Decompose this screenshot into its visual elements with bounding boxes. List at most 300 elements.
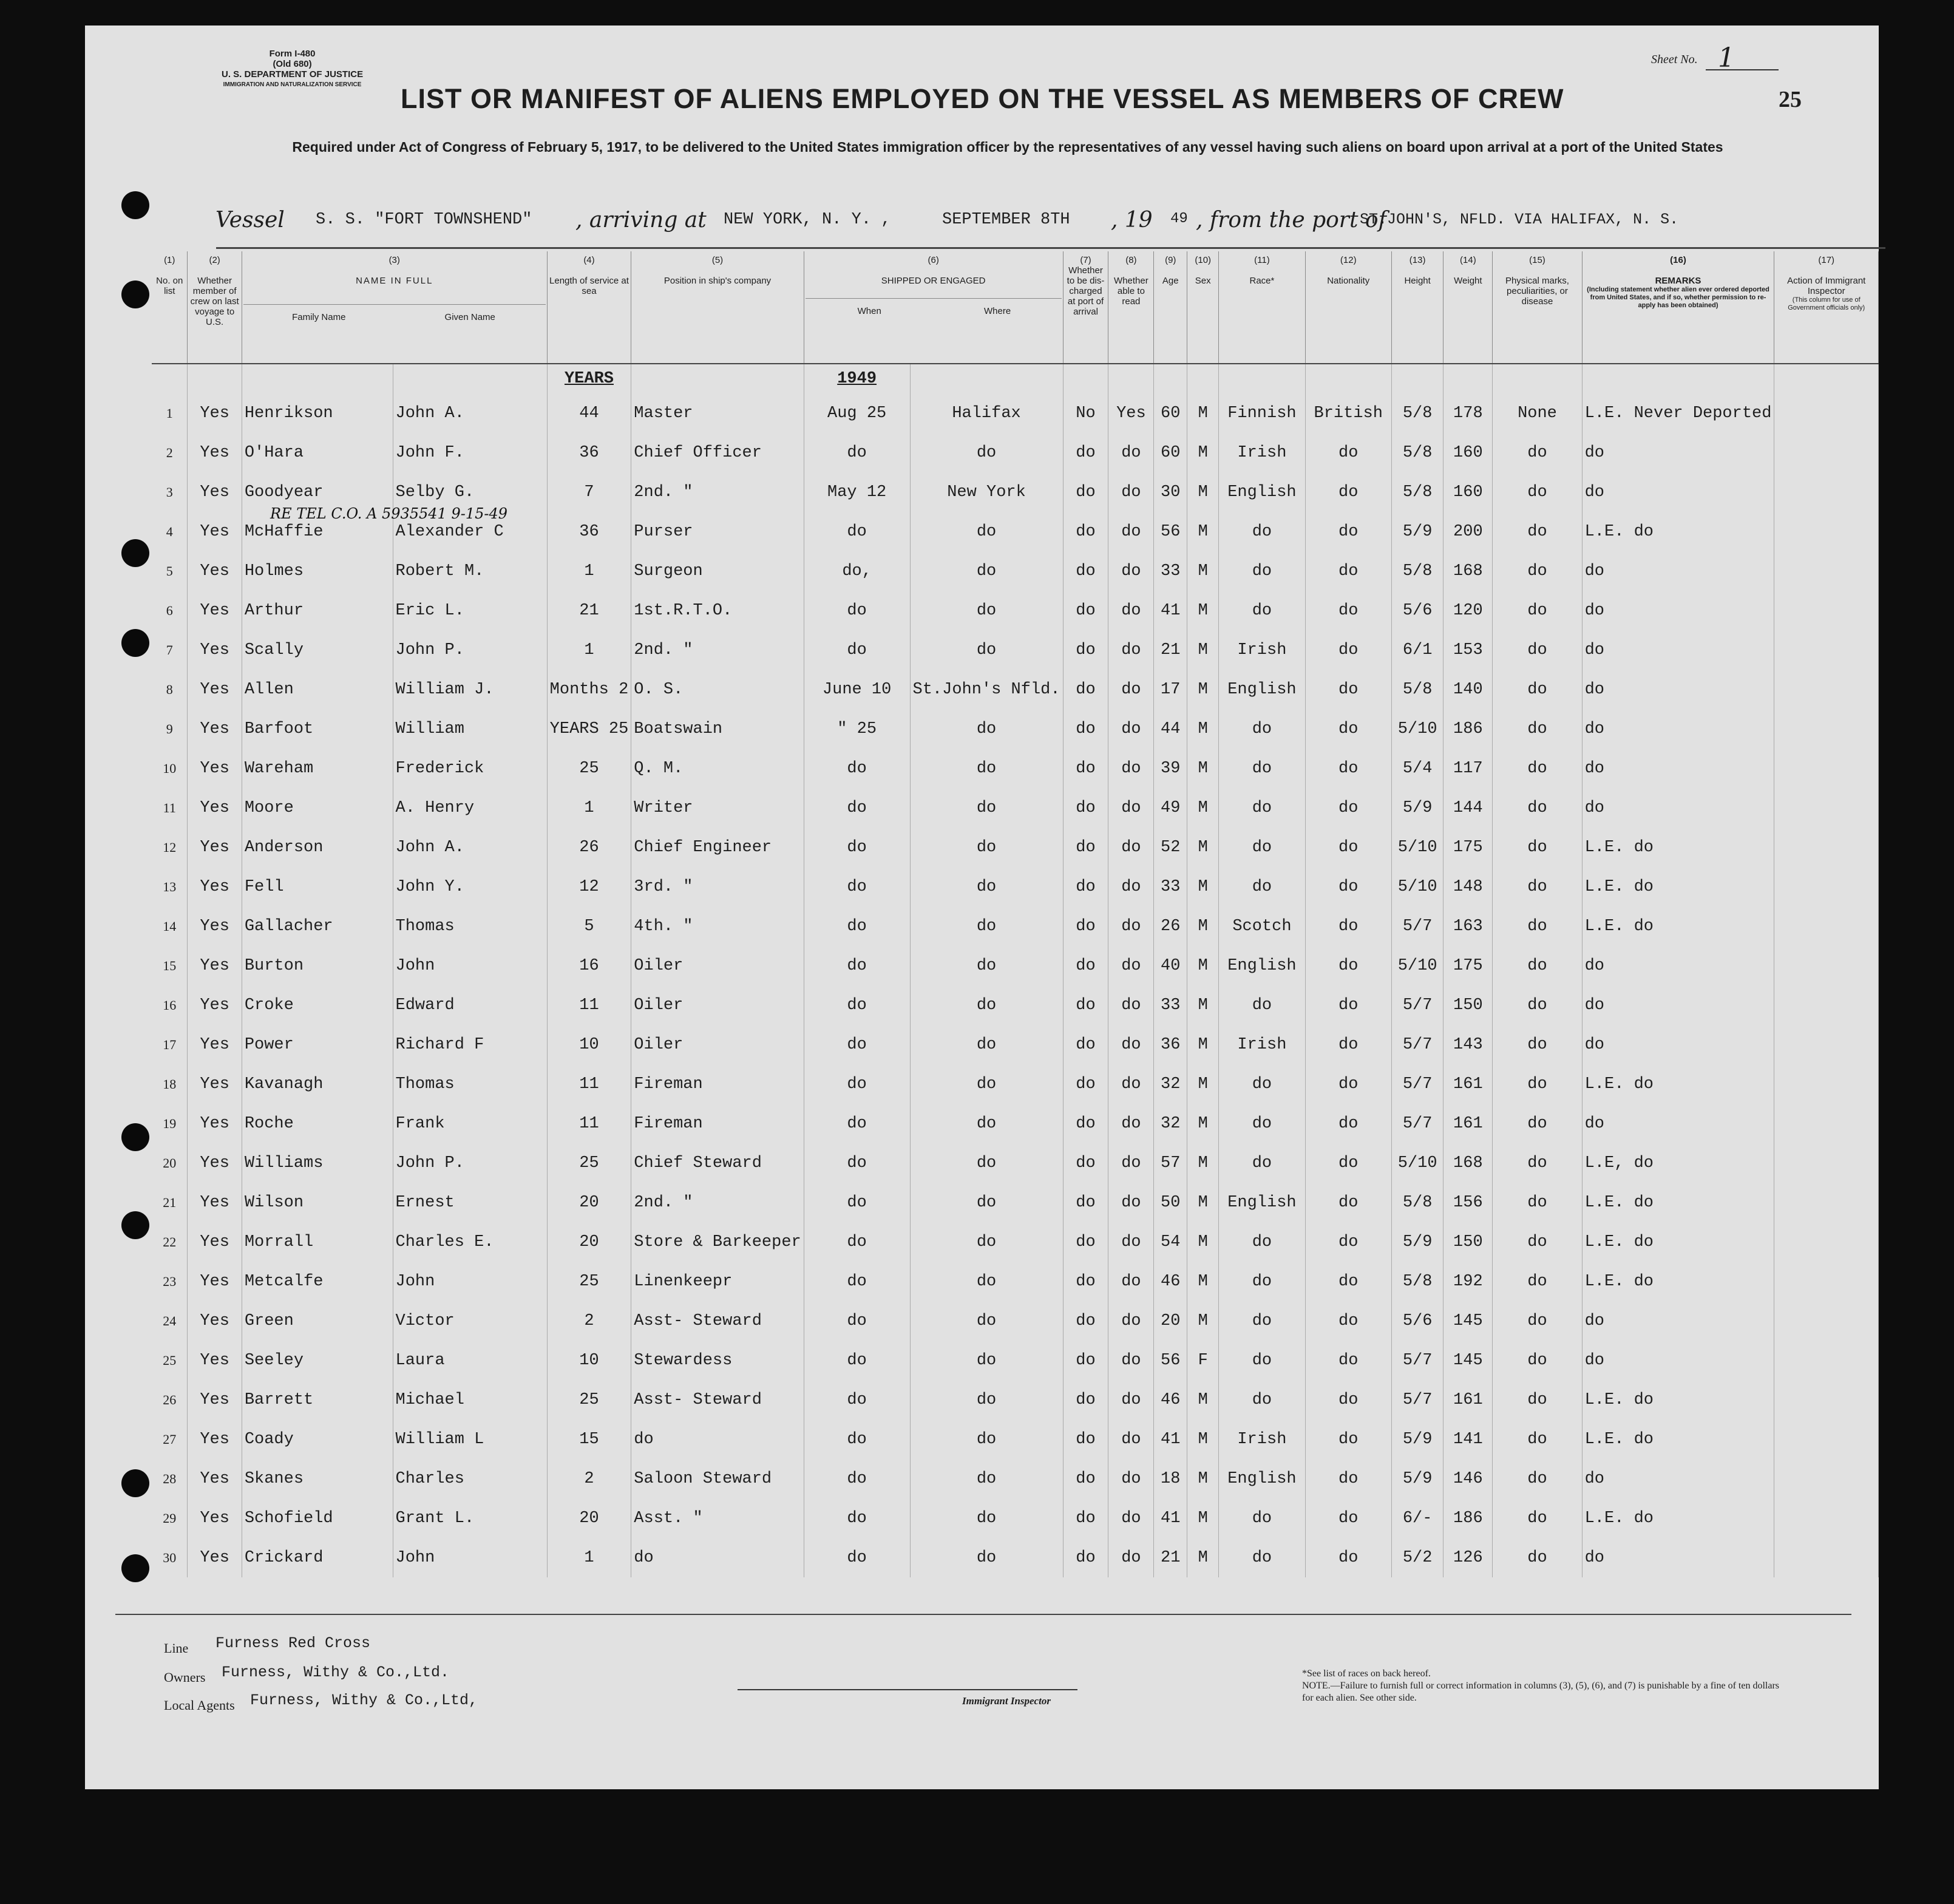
column-header-row	[152, 251, 1879, 364]
remarks-cell: L.E, do	[1582, 1143, 1774, 1183]
weight-cell: 163	[1443, 906, 1493, 946]
inspector-action-cell	[1774, 1222, 1879, 1262]
length-of-service-cell: 25	[547, 749, 631, 788]
physical-marks-cell: do	[1493, 1380, 1582, 1420]
discharged-cell: do	[1063, 985, 1108, 1025]
given-name-cell: Robert M.	[393, 551, 547, 591]
given-name-cell: John	[393, 1262, 547, 1301]
able-to-read-cell: do	[1108, 1498, 1154, 1538]
age-cell: 44	[1154, 709, 1187, 749]
sex-cell: M	[1187, 867, 1219, 906]
last-voyage-cell: Yes	[188, 472, 242, 512]
position-cell: Store & Barkeeper	[631, 1222, 804, 1262]
height-cell: 5/8	[1391, 670, 1443, 709]
crew-row	[152, 393, 1879, 433]
last-voyage-cell: Yes	[188, 1498, 242, 1538]
inspector-action-cell	[1774, 985, 1879, 1025]
position-cell: Chief Officer	[631, 433, 804, 472]
given-name-cell: A. Henry	[393, 788, 547, 828]
row-number-cell: 10	[152, 749, 188, 788]
row-number-cell: 19	[152, 1104, 188, 1143]
height-cell: 5/2	[1391, 1538, 1443, 1577]
last-voyage-cell: Yes	[188, 709, 242, 749]
last-voyage-cell: Yes	[188, 551, 242, 591]
crew-row	[152, 788, 1879, 828]
family-name-cell: Schofield	[242, 1498, 393, 1538]
shipped-when-cell: do	[804, 1459, 910, 1498]
position-cell: Oiler	[631, 946, 804, 985]
last-voyage-cell: Yes	[188, 630, 242, 670]
length-of-service-cell: 11	[547, 1104, 631, 1143]
nationality-cell: do	[1305, 1498, 1391, 1538]
handwritten-annotation: RE TEL C.O. A 5935541 9-15-49	[270, 505, 508, 522]
shipped-where-cell: do	[910, 1025, 1063, 1064]
shipped-where-cell: do	[910, 551, 1063, 591]
height-cell: 5/4	[1391, 749, 1443, 788]
shipped-when-cell: Aug 25	[804, 393, 910, 433]
shipped-when-cell: do	[804, 630, 910, 670]
row-number-cell: 13	[152, 867, 188, 906]
race-cell: Irish	[1219, 1025, 1305, 1064]
race-cell: do	[1219, 1104, 1305, 1143]
height-cell: 5/9	[1391, 1222, 1443, 1262]
weight-cell: 168	[1443, 551, 1493, 591]
agents-value: Furness, Withy & Co.,Ltd,	[250, 1691, 478, 1709]
discharged-cell: do	[1063, 433, 1108, 472]
height-cell: 5/8	[1391, 551, 1443, 591]
discharged-cell: do	[1063, 1025, 1108, 1064]
remarks-cell: do	[1582, 591, 1774, 630]
position-cell: 1st.R.T.O.	[631, 591, 804, 630]
remarks-cell: do	[1582, 1341, 1774, 1380]
inspector-action-cell	[1774, 946, 1879, 985]
length-of-service-cell: Months 2	[547, 670, 631, 709]
given-name-cell: John P.	[393, 1143, 547, 1183]
length-of-service-cell: 2	[547, 1459, 631, 1498]
manifest-subtitle: Required under Act of Congress of February 5, 1917, to be delivered to the United States immigration officer by the representatives of any vessel having such aliens on board upon arrival at a port of the United States	[292, 139, 1723, 155]
nationality-cell: do	[1305, 591, 1391, 630]
department: U. S. DEPARTMENT OF JUSTICE	[222, 69, 364, 80]
able-to-read-cell: do	[1108, 512, 1154, 551]
race-cell: Irish	[1219, 433, 1305, 472]
race-cell: do	[1219, 1498, 1305, 1538]
shipped-where-cell: do	[910, 828, 1063, 867]
discharged-cell: do	[1063, 1380, 1108, 1420]
shipped-when-cell: do	[804, 433, 910, 472]
shipped-where-cell: do	[910, 985, 1063, 1025]
given-name-cell: John	[393, 946, 547, 985]
last-voyage-cell: Yes	[188, 1025, 242, 1064]
height-cell: 5/9	[1391, 1459, 1443, 1498]
physical-marks-cell: do	[1493, 946, 1582, 985]
nationality-cell: do	[1305, 1301, 1391, 1341]
immigrant-inspector-label: Immigrant Inspector	[962, 1695, 1051, 1707]
physical-marks-cell: do	[1493, 828, 1582, 867]
shipped-when-cell: do	[804, 828, 910, 867]
remarks-cell: L.E. do	[1582, 1183, 1774, 1222]
position-cell: O. S.	[631, 670, 804, 709]
shipped-where-cell: do	[910, 433, 1063, 472]
shipped-when-cell: do	[804, 1025, 910, 1064]
given-name-cell: William J.	[393, 670, 547, 709]
shipped-where-cell: do	[910, 1498, 1063, 1538]
height-cell: 5/9	[1391, 512, 1443, 551]
able-to-read-cell: do	[1108, 1301, 1154, 1341]
discharged-cell: do	[1063, 1262, 1108, 1301]
height-cell: 5/8	[1391, 1262, 1443, 1301]
physical-marks-cell: do	[1493, 788, 1582, 828]
position-cell: Fireman	[631, 1064, 804, 1104]
last-voyage-cell: Yes	[188, 1222, 242, 1262]
remarks-cell: do	[1582, 788, 1774, 828]
race-cell: do	[1219, 709, 1305, 749]
height-cell: 5/10	[1391, 867, 1443, 906]
col-remarks-header: (16) REMARKS (Including statement whether alien ever ordered deported from United States, and if so, whether permission to re-apply has been obtained)	[1582, 251, 1774, 364]
manifest-title: LIST OR MANIFEST OF ALIENS EMPLOYED ON THE VESSEL AS MEMBERS OF CREW	[401, 83, 1564, 114]
row-number-cell: 23	[152, 1262, 188, 1301]
nationality-cell: do	[1305, 1025, 1391, 1064]
able-to-read-cell: do	[1108, 1183, 1154, 1222]
remarks-cell: L.E. do	[1582, 1064, 1774, 1104]
physical-marks-cell: do	[1493, 749, 1582, 788]
crew-row	[152, 1183, 1879, 1222]
weight-cell: 161	[1443, 1104, 1493, 1143]
height-cell: 5/9	[1391, 788, 1443, 828]
family-name-cell: Croke	[242, 985, 393, 1025]
last-voyage-cell: Yes	[188, 1104, 242, 1143]
sex-cell: M	[1187, 551, 1219, 591]
owners-label: Owners	[164, 1670, 206, 1685]
race-cell: English	[1219, 1459, 1305, 1498]
able-to-read-cell: do	[1108, 749, 1154, 788]
weight-cell: 153	[1443, 630, 1493, 670]
crew-row	[152, 1143, 1879, 1183]
discharged-cell: do	[1063, 670, 1108, 709]
able-to-read-cell: do	[1108, 1459, 1154, 1498]
last-voyage-cell: Yes	[188, 1301, 242, 1341]
sheet-number-label: Sheet No.	[1651, 53, 1698, 66]
weight-cell: 161	[1443, 1064, 1493, 1104]
last-voyage-cell: Yes	[188, 985, 242, 1025]
age-cell: 32	[1154, 1064, 1187, 1104]
sex-cell: M	[1187, 670, 1219, 709]
family-name-cell: Roche	[242, 1104, 393, 1143]
shipped-when-cell: June 10	[804, 670, 910, 709]
row-number-cell: 17	[152, 1025, 188, 1064]
punch-hole	[121, 191, 149, 219]
height-cell: 5/9	[1391, 1420, 1443, 1459]
crew-rows	[152, 364, 1879, 1577]
sex-cell: M	[1187, 1143, 1219, 1183]
manifest-sheet	[85, 25, 1879, 1789]
col-weight-header: (14) Weight	[1443, 251, 1493, 364]
nationality-cell: do	[1305, 749, 1391, 788]
weight-cell: 200	[1443, 512, 1493, 551]
col-service-header: (4) Length of service at sea	[547, 251, 631, 364]
remarks-cell: L.E. do	[1582, 828, 1774, 867]
height-cell: 5/7	[1391, 1025, 1443, 1064]
given-name-cell: Charles	[393, 1459, 547, 1498]
able-to-read-cell: do	[1108, 670, 1154, 709]
remarks-cell: do	[1582, 749, 1774, 788]
given-name-cell: Frederick	[393, 749, 547, 788]
shipped-where-cell: do	[910, 946, 1063, 985]
age-cell: 40	[1154, 946, 1187, 985]
discharged-cell: do	[1063, 1341, 1108, 1380]
inspector-action-cell	[1774, 1538, 1879, 1577]
height-cell: 5/7	[1391, 1104, 1443, 1143]
length-of-service-cell: 20	[547, 1222, 631, 1262]
weight-cell: 143	[1443, 1025, 1493, 1064]
age-cell: 41	[1154, 591, 1187, 630]
line-label: Line	[164, 1640, 189, 1656]
length-of-service-cell: 21	[547, 591, 631, 630]
shipped-where-cell: do	[910, 630, 1063, 670]
punch-hole	[121, 1554, 149, 1582]
discharged-cell: do	[1063, 1420, 1108, 1459]
age-cell: 21	[1154, 1538, 1187, 1577]
discharged-cell: do	[1063, 1104, 1108, 1143]
crew-row	[152, 828, 1879, 867]
crew-row	[152, 906, 1879, 946]
nationality-cell: do	[1305, 630, 1391, 670]
crew-row	[152, 946, 1879, 985]
sex-cell: M	[1187, 1301, 1219, 1341]
col-shipped-header: (6) SHIPPED OR ENGAGED When Where	[804, 251, 1063, 364]
physical-marks-cell: do	[1493, 867, 1582, 906]
race-cell: do	[1219, 788, 1305, 828]
shipped-when-cell: do	[804, 1380, 910, 1420]
weight-cell: 145	[1443, 1341, 1493, 1380]
crew-row	[152, 1498, 1879, 1538]
physical-marks-cell: do	[1493, 1222, 1582, 1262]
given-name-cell: Charles E.	[393, 1222, 547, 1262]
given-name-cell: Edward	[393, 985, 547, 1025]
weight-cell: 175	[1443, 946, 1493, 985]
position-cell: Surgeon	[631, 551, 804, 591]
length-of-service-cell: 25	[547, 1380, 631, 1420]
remarks-cell: do	[1582, 1459, 1774, 1498]
last-voyage-cell: Yes	[188, 788, 242, 828]
given-name-cell: Thomas	[393, 906, 547, 946]
length-of-service-cell: 1	[547, 630, 631, 670]
sex-cell: M	[1187, 1064, 1219, 1104]
sex-cell: M	[1187, 749, 1219, 788]
race-cell: do	[1219, 1222, 1305, 1262]
position-cell: do	[631, 1420, 804, 1459]
weight-cell: 161	[1443, 1380, 1493, 1420]
discharged-cell: do	[1063, 1459, 1108, 1498]
discharged-cell: do	[1063, 1143, 1108, 1183]
physical-marks-cell: do	[1493, 1262, 1582, 1301]
crew-row	[152, 630, 1879, 670]
shipped-when-cell: do	[804, 788, 910, 828]
given-name-cell: Victor	[393, 1301, 547, 1341]
nationality-cell: do	[1305, 1143, 1391, 1183]
crew-row	[152, 1420, 1879, 1459]
inspector-action-cell	[1774, 1262, 1879, 1301]
shipped-where-cell: do	[910, 1341, 1063, 1380]
position-cell: Asst. "	[631, 1498, 804, 1538]
remarks-cell: L.E. Never Deported	[1582, 393, 1774, 433]
when-header: When	[857, 306, 881, 316]
vessel-line-rule	[216, 247, 1885, 249]
height-cell: 5/8	[1391, 472, 1443, 512]
crew-row	[152, 985, 1879, 1025]
length-of-service-cell: 2	[547, 1301, 631, 1341]
given-name-cell: Ernest	[393, 1183, 547, 1222]
race-cell: do	[1219, 985, 1305, 1025]
given-name-header: Given Name	[444, 312, 495, 322]
punch-hole	[121, 280, 149, 308]
weight-cell: 148	[1443, 867, 1493, 906]
crew-row	[152, 867, 1879, 906]
inspector-action-cell	[1774, 670, 1879, 709]
able-to-read-cell: Yes	[1108, 393, 1154, 433]
nationality-cell: British	[1305, 393, 1391, 433]
race-cell: do	[1219, 749, 1305, 788]
inspector-action-cell	[1774, 1025, 1879, 1064]
crew-table	[152, 251, 1879, 1577]
col-name-header: (3) NAME IN FULL Family Name Given Name	[242, 251, 547, 364]
height-cell: 5/10	[1391, 946, 1443, 985]
crew-row	[152, 1104, 1879, 1143]
last-voyage-cell: Yes	[188, 670, 242, 709]
length-of-service-cell: 20	[547, 1498, 631, 1538]
crew-row	[152, 1538, 1879, 1577]
race-cell: do	[1219, 867, 1305, 906]
age-cell: 49	[1154, 788, 1187, 828]
row-number-cell: 5	[152, 551, 188, 591]
vessel-label: Vessel	[215, 208, 285, 233]
last-voyage-cell: Yes	[188, 906, 242, 946]
inspector-action-cell	[1774, 906, 1879, 946]
family-name-cell: Burton	[242, 946, 393, 985]
inspector-action-cell	[1774, 433, 1879, 472]
age-cell: 46	[1154, 1380, 1187, 1420]
crew-row	[152, 1380, 1879, 1420]
position-cell: Oiler	[631, 985, 804, 1025]
inspector-action-cell	[1774, 1380, 1879, 1420]
last-voyage-cell: Yes	[188, 433, 242, 472]
shipped-where-cell: do	[910, 1459, 1063, 1498]
owners-value: Furness, Withy & Co.,Ltd.	[222, 1664, 450, 1681]
position-cell: 3rd. "	[631, 867, 804, 906]
position-cell: Stewardess	[631, 1341, 804, 1380]
age-cell: 21	[1154, 630, 1187, 670]
able-to-read-cell: do	[1108, 630, 1154, 670]
physical-marks-cell: do	[1493, 1498, 1582, 1538]
able-to-read-cell: do	[1108, 946, 1154, 985]
nationality-cell: do	[1305, 1380, 1391, 1420]
discharged-cell: do	[1063, 946, 1108, 985]
punch-hole	[121, 1211, 149, 1239]
shipped-when-cell: do	[804, 1301, 910, 1341]
last-voyage-cell: Yes	[188, 946, 242, 985]
family-name-cell: McHaffie	[242, 512, 393, 551]
inspector-action-cell	[1774, 1183, 1879, 1222]
able-to-read-cell: do	[1108, 1064, 1154, 1104]
physical-marks-cell: do	[1493, 591, 1582, 630]
able-to-read-cell: do	[1108, 1341, 1154, 1380]
row-number-cell: 14	[152, 906, 188, 946]
discharged-cell: No	[1063, 393, 1108, 433]
able-to-read-cell: do	[1108, 433, 1154, 472]
remarks-cell: do	[1582, 472, 1774, 512]
inspector-action-cell	[1774, 1143, 1879, 1183]
nationality-cell: do	[1305, 1420, 1391, 1459]
crew-row	[152, 1459, 1879, 1498]
position-cell: Chief Engineer	[631, 828, 804, 867]
row-number-cell: 2	[152, 433, 188, 472]
where-header: Where	[984, 306, 1011, 316]
sex-cell: M	[1187, 1498, 1219, 1538]
shipped-where-cell: do	[910, 512, 1063, 551]
physical-marks-cell: do	[1493, 985, 1582, 1025]
height-cell: 5/6	[1391, 591, 1443, 630]
able-to-read-cell: do	[1108, 1380, 1154, 1420]
race-cell: do	[1219, 1143, 1305, 1183]
given-name-cell: Frank	[393, 1104, 547, 1143]
shipped-where-cell: do	[910, 749, 1063, 788]
arriving-label: , arriving at	[575, 208, 707, 233]
physical-marks-cell: do	[1493, 906, 1582, 946]
family-name-cell: Wareham	[242, 749, 393, 788]
nationality-cell: do	[1305, 512, 1391, 551]
able-to-read-cell: do	[1108, 985, 1154, 1025]
able-to-read-cell: do	[1108, 1420, 1154, 1459]
age-cell: 52	[1154, 828, 1187, 867]
remarks-cell: L.E. do	[1582, 1380, 1774, 1420]
shipped-when-cell: May 12	[804, 472, 910, 512]
fine-note: NOTE.—Failure to furnish full or correct information in columns (3), (5), (6), and (7) is punishable by a fine of ten dollars for each alien. See other side.	[1302, 1681, 1780, 1703]
remarks-cell: L.E. do	[1582, 1498, 1774, 1538]
family-name-cell: Metcalfe	[242, 1262, 393, 1301]
shipped-when-cell: do	[804, 985, 910, 1025]
family-name-cell: Arthur	[242, 591, 393, 630]
height-cell: 6/1	[1391, 630, 1443, 670]
remarks-cell: L.E. do	[1582, 512, 1774, 551]
able-to-read-cell: do	[1108, 1104, 1154, 1143]
given-name-cell: William	[393, 709, 547, 749]
punch-hole	[121, 1123, 149, 1151]
inspector-action-cell	[1774, 867, 1879, 906]
physical-marks-cell: do	[1493, 551, 1582, 591]
physical-marks-cell: do	[1493, 1064, 1582, 1104]
nationality-cell: do	[1305, 709, 1391, 749]
last-voyage-cell: Yes	[188, 1064, 242, 1104]
remarks-cell: do	[1582, 946, 1774, 985]
race-cell: English	[1219, 1183, 1305, 1222]
race-cell: do	[1219, 512, 1305, 551]
sex-cell: M	[1187, 1222, 1219, 1262]
inspector-action-cell	[1774, 1104, 1879, 1143]
family-name-cell: Holmes	[242, 551, 393, 591]
given-name-cell: John A.	[393, 393, 547, 433]
age-cell: 20	[1154, 1301, 1187, 1341]
inspector-action-cell	[1774, 1459, 1879, 1498]
age-cell: 56	[1154, 512, 1187, 551]
sex-cell: F	[1187, 1341, 1219, 1380]
row-number-cell: 27	[152, 1420, 188, 1459]
height-cell: 5/8	[1391, 433, 1443, 472]
shipped-where-cell: St.John's Nfld.	[910, 670, 1063, 709]
family-name-cell: Crickard	[242, 1538, 393, 1577]
sex-cell: M	[1187, 788, 1219, 828]
family-name-cell: Allen	[242, 670, 393, 709]
nationality-cell: do	[1305, 1104, 1391, 1143]
col-action-header: (17) Action of Immigrant Inspector (This column for use of Government officials only)	[1774, 251, 1879, 364]
